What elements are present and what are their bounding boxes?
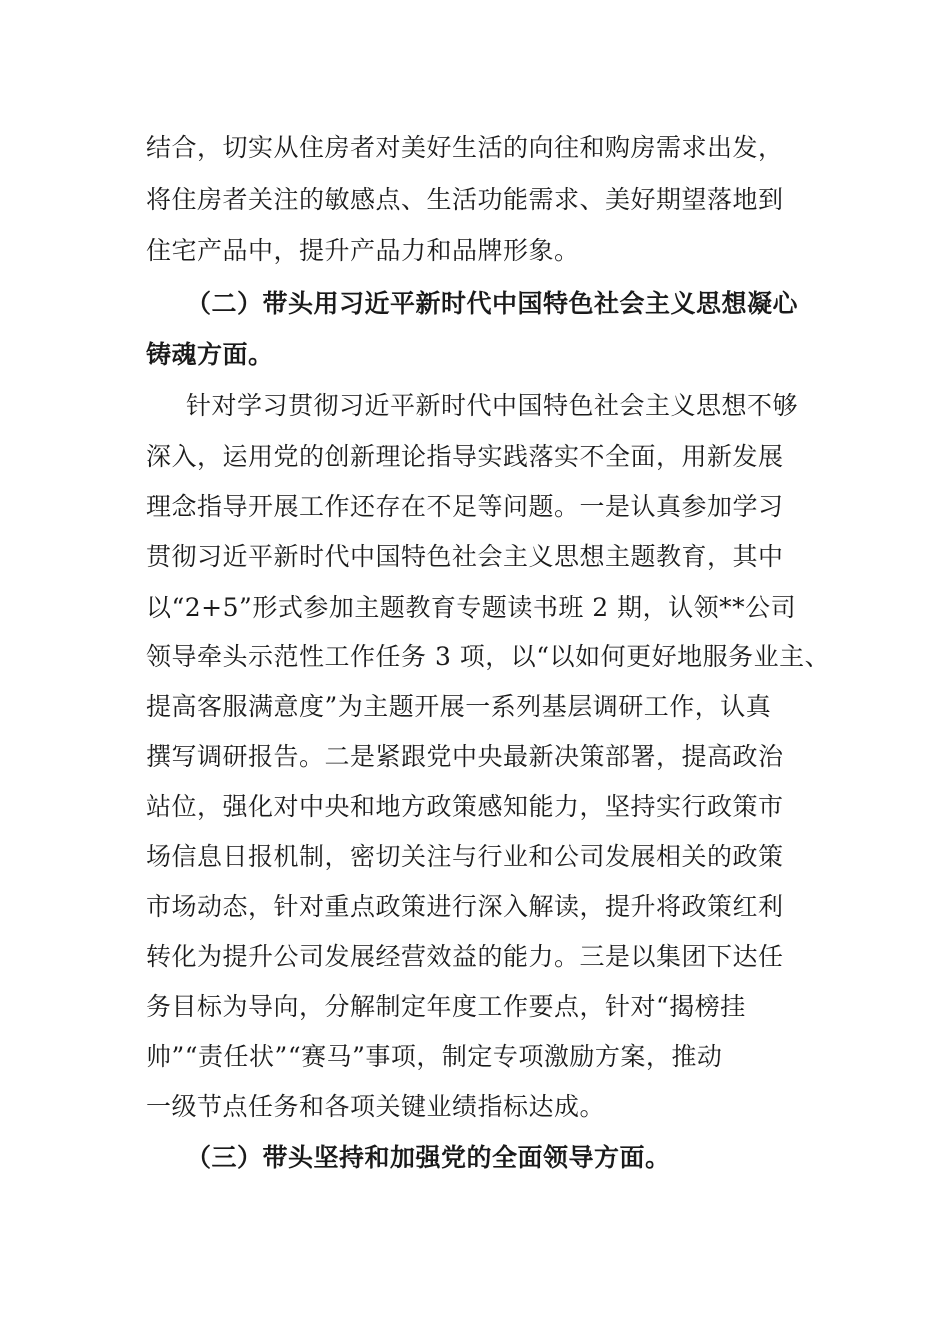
paragraph-2-line-13: 务目标为导向，分解制定年度工作要点，针对“揭榜挂 [146,992,746,1021]
paragraph-2-line-3: 理念指导开展工作还存在不足等问题。一是认真参加学习 [146,492,784,521]
paragraph-2-line-9: 站位，强化对中央和地方政策感知能力，坚持实行政策市 [146,792,784,821]
paragraph-2-line-1: 针对学习贯彻习近平新时代中国特色社会主义思想不够 [186,391,799,420]
paragraph-1-line-2: 将住房者关注的敏感点、生活功能需求、美好期望落地到 [146,185,784,214]
paragraph-2-line-2: 深入，运用党的创新理论指导实践落实不全面，用新发展 [146,442,784,471]
paragraph-2-line-4: 贯彻习近平新时代中国特色社会主义思想主题教育，其中 [146,542,784,571]
section-heading-3: （三）带头坚持和加强党的全面领导方面。 [186,1143,671,1172]
paragraph-2-line-8: 撰写调研报告。二是紧跟党中央最新决策部署，提高政治 [146,742,784,771]
paragraph-2-line-6: 领导牵头示范性工作任务 3 项，以“以如何更好地服务业主、 [146,642,831,671]
section-heading-2-line-1: （二）带头用习近平新时代中国特色社会主义思想凝心 [186,289,799,318]
paragraph-2-line-5: 以“2+5”形式参加主题教育专题读书班 2 期，认领**公司 [146,593,797,622]
paragraph-2-line-12: 转化为提升公司发展经营效益的能力。三是以集团下达任 [146,942,784,971]
paragraph-2-line-10: 场信息日报机制，密切关注与行业和公司发展相关的政策 [146,842,784,871]
paragraph-2-line-7: 提高客服满意度”为主题开展一系列基层调研工作，认真 [146,692,772,721]
paragraph-1-line-1: 结合，切实从住房者对美好生活的向往和购房需求出发， [146,133,784,162]
paragraph-2-line-15: 一级节点任务和各项关键业绩指标达成。 [146,1092,606,1121]
section-heading-2-line-2: 铸魂方面。 [146,340,274,369]
paragraph-1-line-3: 住宅产品中，提升产品力和品牌形象。 [146,236,580,265]
paragraph-2-line-14: 帅”“责任状”“赛马”事项，制定专项激励方案，推动 [146,1042,723,1071]
paragraph-2-line-11: 市场动态，针对重点政策进行深入解读，提升将政策红利 [146,892,784,921]
